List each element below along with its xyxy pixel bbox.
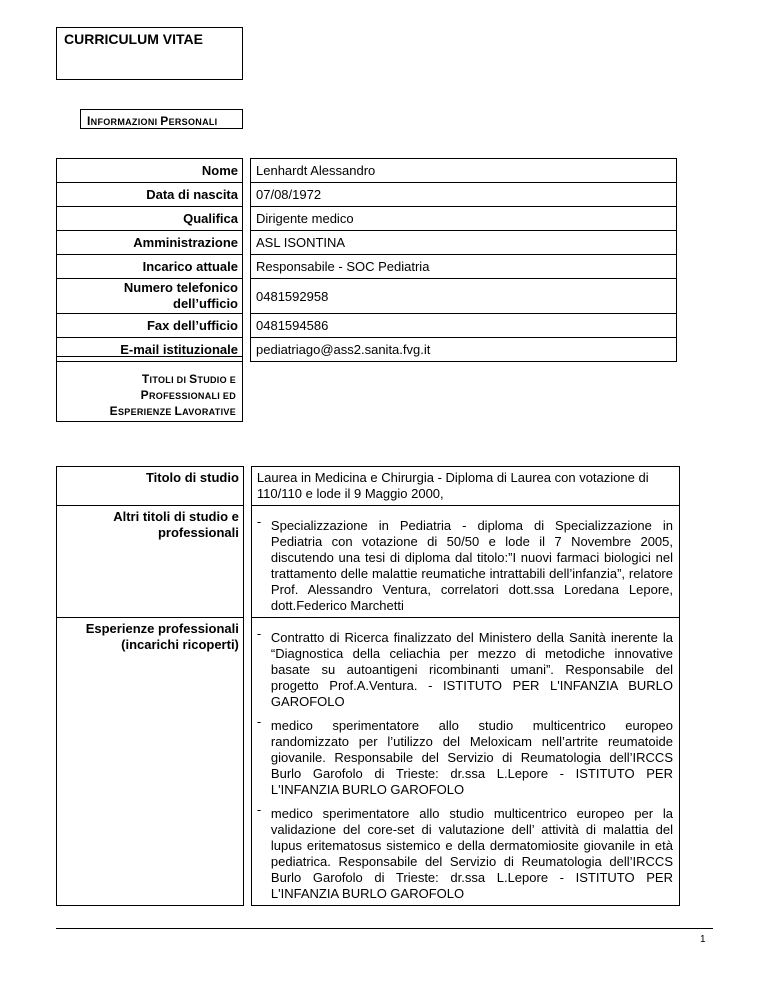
list-item: - Specializzazione in Pediatria - diploma di Specializzazione in Pediatria con votazione di 50/50 e lode il 7 Novembre 2005, discutendo una tesi di diploma dal titolo:”I nuovi farmaci biologici nel trattamento delle malattie reumatiche intrattabili dell’infanzia”, relatore Prof. Alessandro Ventura, correlatori dott.ssa Loredana Lepore, dott.Federico Marchetti bbox=[256, 514, 673, 613]
row-nome bbox=[57, 159, 677, 183]
row-titolo-studio bbox=[57, 467, 680, 506]
row-altri-titoli bbox=[57, 506, 680, 618]
label-qualifica: Qualifica bbox=[57, 207, 243, 231]
value-telefono: 0481592958 bbox=[251, 279, 677, 314]
value-fax: 0481594586 bbox=[251, 314, 677, 338]
label-fax: Fax dell’ufficio bbox=[57, 314, 243, 338]
row-fax bbox=[57, 314, 677, 338]
value-altri-titoli bbox=[251, 506, 679, 618]
value-amministrazione: ASL ISONTINA bbox=[251, 231, 677, 255]
row-data-nascita bbox=[57, 183, 677, 207]
value-nome: Lenhardt Alessandro bbox=[251, 159, 677, 183]
label-nome: Nome bbox=[57, 159, 243, 183]
cv-title: CURRICULUM VITAE bbox=[56, 27, 243, 80]
value-incarico: Responsabile - SOC Pediatria bbox=[251, 255, 677, 279]
list-item: - medico sperimentatore allo studio multicentrico europeo randomizzato per l’utilizzo del Meloxicam nell’artrite reumatoide giovanile. Responsabile del Servizio di Reumatologia dell’IRCCS Burlo Garofolo di Trieste: dr.ssa L.Lepore - ISTITUTO PER L'INFANZIA BURLO GAROFOLO bbox=[256, 714, 673, 797]
label-email: E-mail istituzionale bbox=[57, 338, 243, 362]
row-qualifica bbox=[57, 207, 677, 231]
label-telefono: Numero telefonico dell’ufficio bbox=[57, 279, 243, 314]
education-table bbox=[56, 466, 680, 906]
label-esperienze: Esperienze professionali (incarichi ricoperti) bbox=[57, 618, 244, 906]
label-amministrazione: Amministrazione bbox=[57, 231, 243, 255]
label-data-nascita: Data di nascita bbox=[57, 183, 243, 207]
list-item: - Contratto di Ricerca finalizzato del Ministero della Sanità inerente la “Diagnostica della celiachia per mezzo di metodiche innovative basate su autoantigeni ricombinanti umani”. Responsabile del progetto Prof.A.Ventura. - ISTITUTO PER L'INFANZIA BURLO GAROFOLO bbox=[256, 626, 673, 709]
section-titles-experience: TITOLI DI STUDIO E PROFESSIONALI ED ESPERIENZE LAVORATIVE bbox=[56, 356, 243, 422]
label-titolo-studio: Titolo di studio bbox=[57, 467, 244, 506]
row-esperienze bbox=[57, 618, 680, 906]
row-telefono bbox=[57, 279, 677, 314]
personal-info-table bbox=[56, 158, 677, 362]
page-number: 1 bbox=[700, 934, 706, 945]
row-amministrazione bbox=[57, 231, 677, 255]
label-altri-titoli: Altri titoli di studio e professionali bbox=[57, 506, 244, 618]
footer-divider bbox=[56, 928, 713, 929]
value-email: pediatriago@ass2.sanita.fvg.it bbox=[251, 338, 677, 362]
row-incarico bbox=[57, 255, 677, 279]
label-incarico: Incarico attuale bbox=[57, 255, 243, 279]
list-item: - medico sperimentatore allo studio multicentrico europeo per la validazione del core-set di valutazione dell’ attività di malattia del lupus eritematosus sistemico e della dermatomiosite giovanile in età pediatrica. Responsabile del Servizio di Reumatologia dell’IRCCS Burlo Garofolo di Trieste: dr.ssa L.Lepore - ISTITUTO PER L'INFANZIA BURLO GAROFOLO bbox=[256, 802, 673, 901]
section-personal-info: INFORMAZIONI PERSONALI bbox=[80, 109, 243, 129]
value-data-nascita: 07/08/1972 bbox=[251, 183, 677, 207]
value-esperienze bbox=[251, 618, 679, 906]
value-qualifica: Dirigente medico bbox=[251, 207, 677, 231]
value-titolo-studio: Laurea in Medicina e Chirurgia - Diploma di Laurea con votazione di 110/110 e lode il 9 Maggio 2000, bbox=[251, 467, 679, 506]
